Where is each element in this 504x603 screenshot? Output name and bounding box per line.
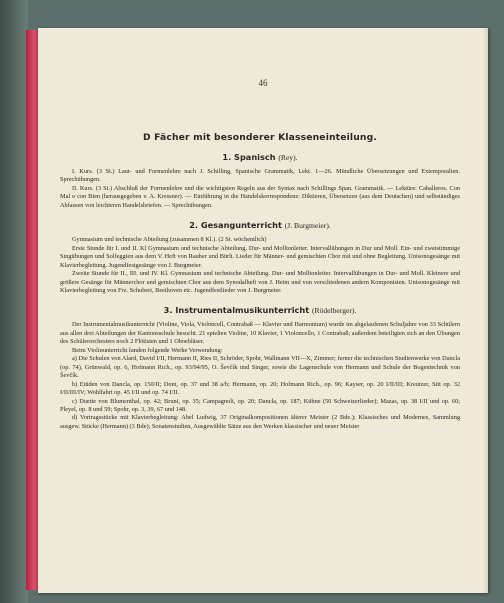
book-spine [0,0,28,603]
paragraph: a) Die Schulen von Alard, David I/II, Hermann II, Ries II, Schröder, Spohr, Wallmann VII—X, Zimmer; ferner die technischen Studienwerke von Dancla (op. 74), Grünwald, op. 6, Hofmann Rich., op. 93/94/95, O. Ševčík und Singer, sowie die Lagenschule von Hermann und Schule der Bogentechnik von Ševčík. [60,355,460,380]
paragraph: c) Duette von Blumenthal, op. 42; Bruni, op. 35; Campagnoli, op. 20; Dancla, op. 187; Kühne (50 Schweizerlieder); Mazas, op. 38 I/II und op. 60; Pleyel, op. 8 und 59; Spohr, op. 3, 39, 67 und 148. [60,397,460,413]
section-heading-text: 3. Instrumentalmusikunterricht [163,305,310,316]
section-heading-text: 2. Gesangunterricht [189,220,282,231]
section-heading-spanisch [60,152,460,162]
paragraph: Der Instrumentalmusikunterricht (Violine, Viola, Violoncell, Contrabaß — Klavier und Harmonium) wurde im abgelaufenen Schuljahre von 33 Schülern aus allen drei Abteilungen der Kantonsschule besucht. 21 spielten Violine, 10 Klavier, 1 Violoncello, 1 Contrabaß; außerdem beteiligten sich an den Übungen des Schülerorchesters noch 2 Flötisten und 1 Oboebläser. [60,321,460,346]
paragraph: Gymnasium und technische Abteilung (zusammen 8 Kl.). (2 St. wöchentlich) [72,236,267,244]
section-heading-teacher: (Rey). [278,153,298,162]
paragraph: II. Kurs. (3 St.) Abschluß der Formenlehre und die wichtigsten Regeln aus der Syntax nach Schillings Span. Grammatik. — Lektüre: Caballeros. Con Mal o con Bien (herausgegeben v. A. Kressner). — Einführung in die Handelskorrespondenz: Diktieren, Übersetzen (aus dem Deutschen) und selbständiges Abfassen von leichteren Handelsbriefen. — Sprechübungen. [60,184,460,209]
page-title: D Fächer mit besonderer Klasseneinteilung. [143,132,377,143]
section-heading-text: 1. Spanisch [222,152,276,162]
section-heading-teacher: (Rödelberger). [311,306,357,316]
page-number: 46 [258,78,268,88]
paragraph: Erste Stunde für I. und II. Kl Gymnasium und technische Abteilung. Dur- und Molltonleiter. Intervallübungen in Dur und Moll. Ein- und zweistimmige Singübungen und Solfeggien aus dem V. Heft von Rauber und Bürli. Lieder für Männer- und gemischten Chor mit und ohne Begleitung. Unisonogesänge mit Klavierbegleitung. Jugendfestgesänge von J. Burgmeier. [60,244,460,269]
paragraph: Beim Violinunterricht fanden folgende Werke Verwendung: [72,346,223,354]
paragraph: b) Etüden von Dancla, op. 150/II; Dont, op. 37 und 38 a/b; Hermann, op. 20; Hofmann Rich., op. 96; Kayser, op. 20 I/II/III; Kreutzer, Sitt op. 32 I/II/III/IV; Wohlfahrt op. 45 I/II und op. 74 I/II. [60,380,460,397]
section-heading-instrumental [60,305,460,315]
page-content [60,74,460,431]
paragraph: I. Kurs. (3 St.) Laut- und Formenlehre nach J. Schilling, Spanische Grammatik, Lekt. 1—26. Mündliche Übersetzungen und Extemporalien. Sprechübungen. [60,168,460,184]
paragraph: Zweite Stunde für II., III. und IV. Kl. Gymnasium und technische Abteilung. Dur- und Molltonleiter. Intervallübungen in Dur- und Moll. Kleinere und größere Gesänge für Männerchor und gemischten Chor aus dem Synodalheft von J. Heim und von verschiedenen andern Komponisten. Unisonogesänge mit Klavierbegleitung von Frz. Schubert, Beethoven etc. Jugendfestlieder von J. Burgmeier. [60,270,460,294]
section-heading-gesang [60,220,460,230]
document-page [38,28,488,593]
page-edge-shadow [483,28,488,593]
section-heading-teacher: (J. Burgmeier). [284,221,331,231]
paragraph: d) Vortragsstücke mit Klavierbegleitung: Abel Ludwig, 37 Originalkompositionen älterer Meister (2 Bde.); Klassisches und Modernes, Sammlung ausgew. Stücke (Hermann) (3 Bde); Sonatenstudien, Ausgewählte Sätze aus den Werken klassischer und neuer Meister [60,414,460,430]
